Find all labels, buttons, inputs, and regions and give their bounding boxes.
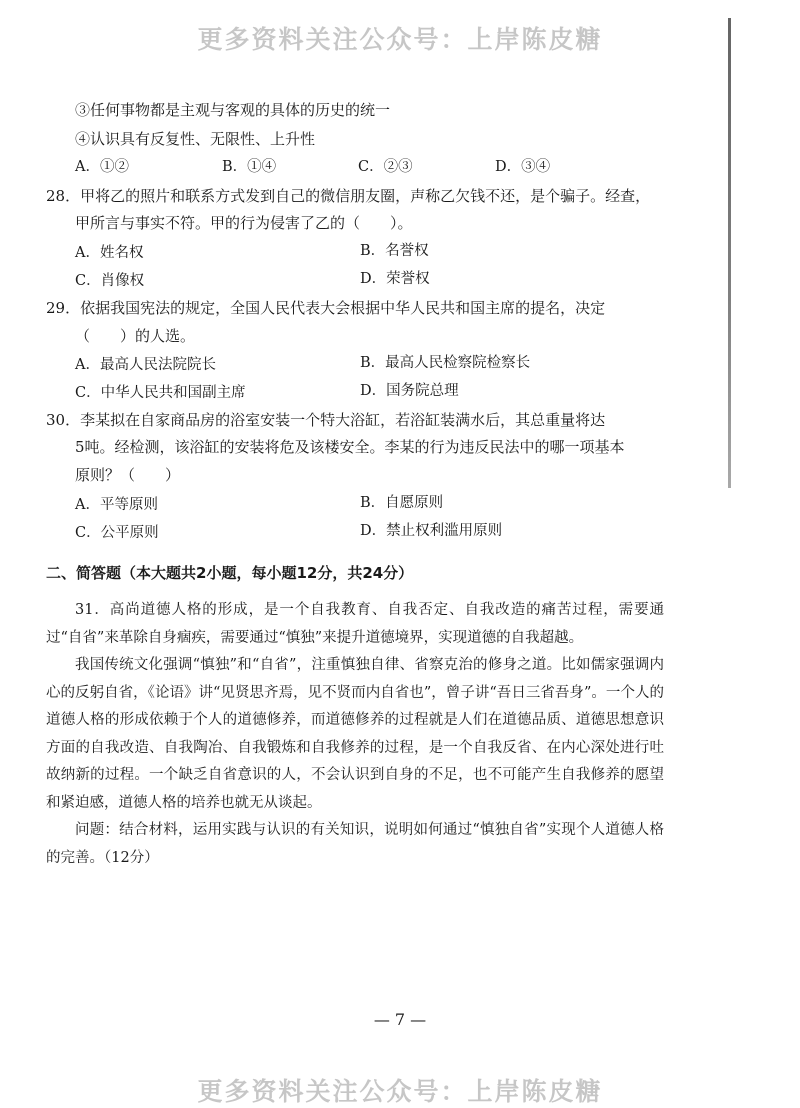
q27-option-b: B．①④ xyxy=(222,159,277,175)
q28-option-a: A．姓名权 xyxy=(75,245,144,261)
q29-stem-line2: （ ）的人选。 xyxy=(75,327,196,345)
q29-option-b: B．最高人民检察院检察长 xyxy=(360,355,531,371)
q29-option-d: D．国务院总理 xyxy=(360,383,459,399)
q28-stem-line2: 甲所言与事实不符。甲的行为侵害了乙的（ ）。 xyxy=(75,214,413,232)
q27-option-d: D．③④ xyxy=(495,159,551,175)
watermark-bottom: 更多资料关注公众号：上岸陈皮糖 xyxy=(197,1077,603,1106)
q27-item3: ③任何事物都是主观与客观的具体的历史的统一 xyxy=(75,101,391,119)
q30-option-d: D．禁止权利滥用原则 xyxy=(360,523,503,539)
page-number: — 7 — xyxy=(373,1010,427,1029)
q29-option-c: C．中华人民共和国副主席 xyxy=(75,385,246,401)
q30-stem-line3: 原则？（ ） xyxy=(75,466,181,484)
q27-option-c: C．②③ xyxy=(358,159,413,175)
q30-option-c: C．公平原则 xyxy=(75,525,159,541)
q29-stem-line1: 29．依据我国宪法的规定，全国人民代表大会根据中华人民共和国主席的提名，决定 xyxy=(46,299,606,317)
q30-stem-line2: 5吨。经检测，该浴缸的安装将危及该楼安全。李某的行为违反民法中的哪一项基本 xyxy=(75,438,625,456)
q31-question xyxy=(46,817,664,872)
q31-para1-text: 31．高尚道德人格的形成，是一个自我教育、自我否定、自我改造的痛苦过程，需要通过“自省”来革除自身痼疾，需要通过“慎独”来提升道德境界，实现道德的自我超越。 xyxy=(46,602,664,646)
watermark-top: 更多资料关注公众号：上岸陈皮糖 xyxy=(197,25,603,54)
q27-option-a: A．①② xyxy=(75,159,129,175)
q30-stem-line1: 30．李某拟在自家商品房的浴室安装一个特大浴缸，若浴缸装满水后，其总重量将达 xyxy=(46,411,606,429)
q30-option-a: A．平等原则 xyxy=(75,497,158,513)
q28-option-b: B．名誉权 xyxy=(360,243,429,259)
scan-edge-line xyxy=(728,18,731,488)
q30-option-b: B．自愿原则 xyxy=(360,495,444,511)
q28-option-d: D．荣誉权 xyxy=(360,271,430,287)
q31-question-text: 问题：结合材料，运用实践与认识的有关知识，说明如何通过“慎独自省”实现个人道德人格的完善。（12分） xyxy=(46,822,664,866)
q31-paragraph-1 xyxy=(46,597,664,652)
q27-item4: ④认识具有反复性、无限性、上升性 xyxy=(75,130,316,148)
q28-stem-line1: 28．甲将乙的照片和联系方式发到自己的微信朋友圈，声称乙欠钱不还，是个骗子。经查， xyxy=(46,187,651,205)
q31-para2-text: 我国传统文化强调“慎独”和“自省”，注重慎独自律、省察克治的修身之道。比如儒家强调内心的反躬自省，《论语》讲“见贤思齐焉，见不贤而内自省也”，曾子讲“吾日三省吾身”。一个人的道德人格的形成依赖于个人的道德修养，而道德修养的过程就是人们在道德品质、道德思想意识方面的自我改造、自我陶冶、自我锻炼和自我修养的过程，是一个自我反省、在内心深处进行吐故纳新的过程。一个缺乏自省意识的人，不会认识到自身的不足，也不可能产生自我修养的愿望和紧迫感，道德人格的培养也就无从谈起。 xyxy=(46,657,664,811)
q31-paragraph-2 xyxy=(46,652,664,817)
section-2-heading: 二、简答题（本大题共2小题，每小题12分，共24分） xyxy=(46,564,414,582)
q28-option-c: C．肖像权 xyxy=(75,273,145,289)
q29-option-a: A．最高人民法院院长 xyxy=(75,357,216,373)
